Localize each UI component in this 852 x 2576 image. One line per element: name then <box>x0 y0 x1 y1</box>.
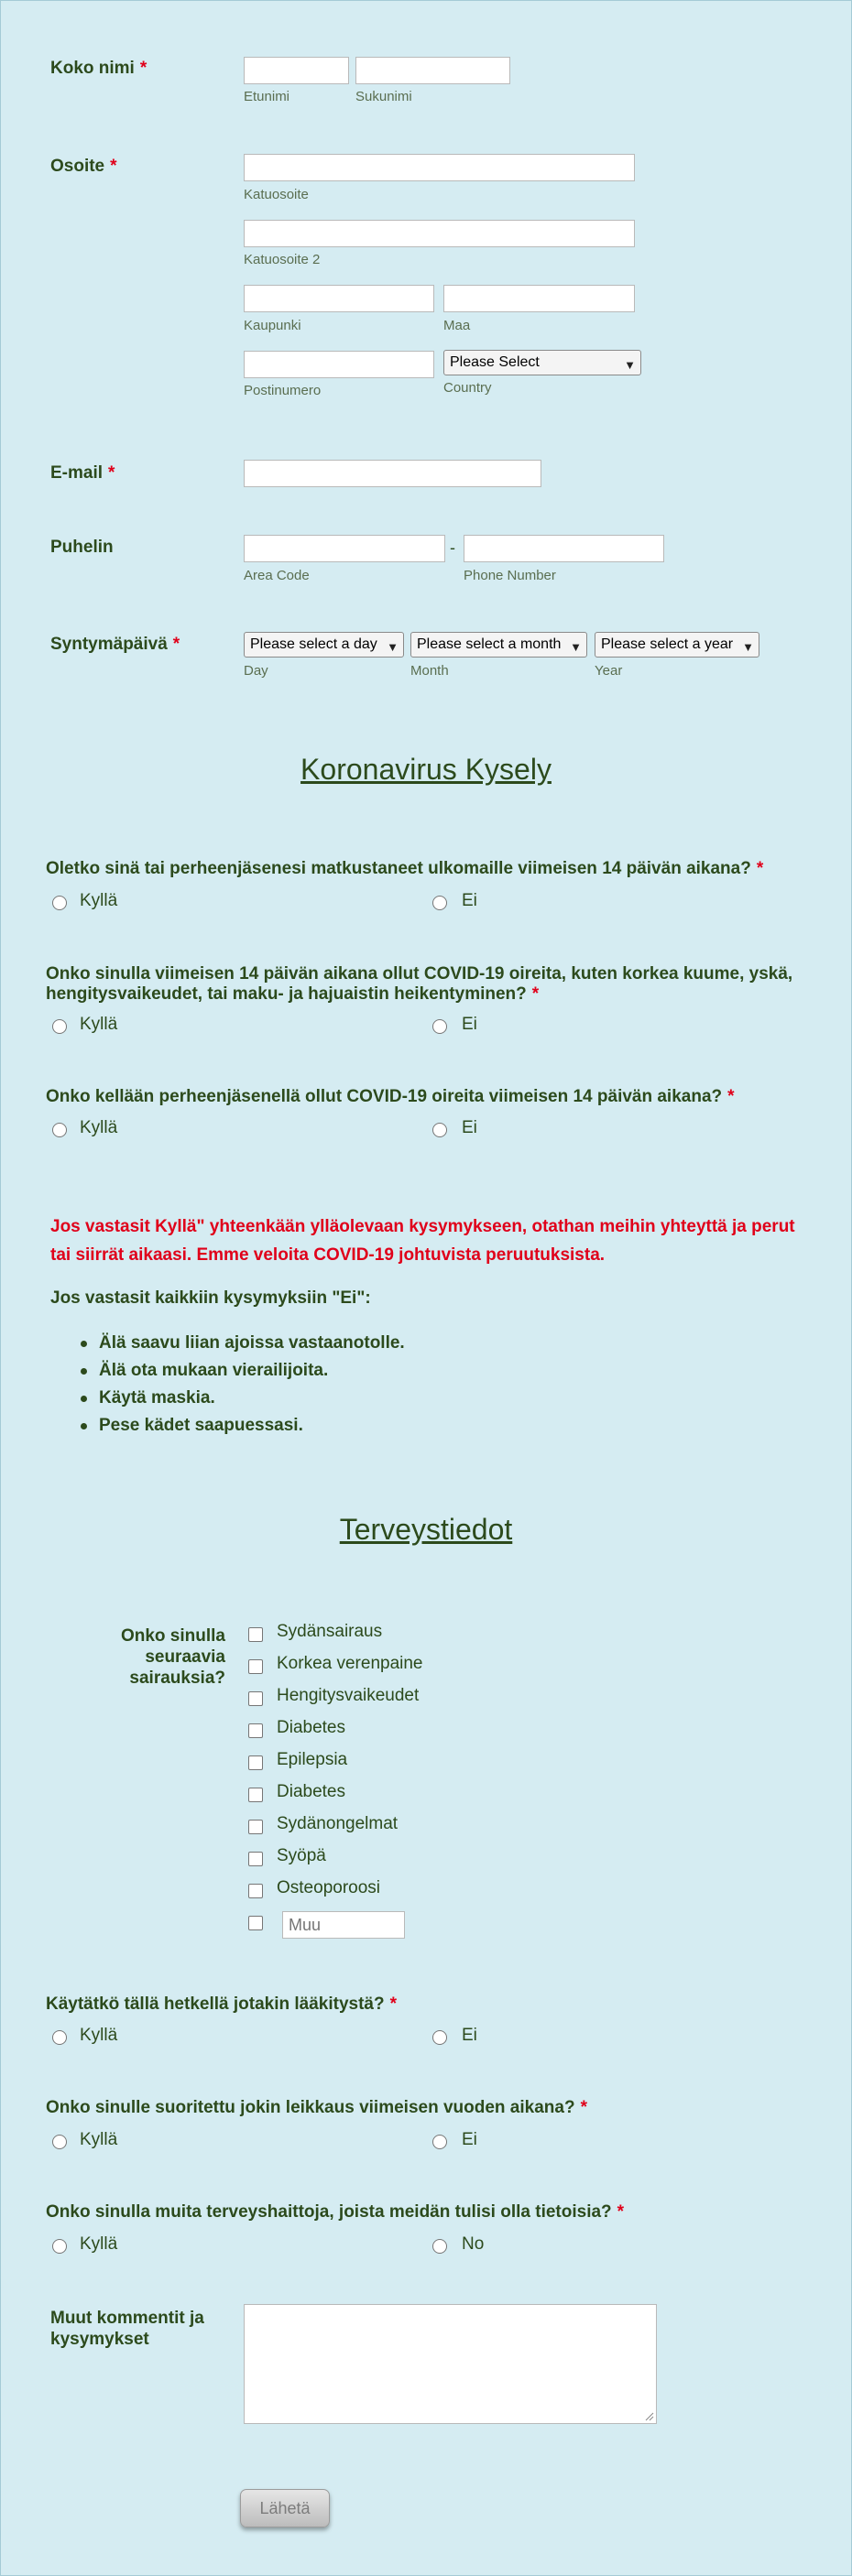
condition-checkbox[interactable] <box>248 1755 263 1770</box>
travel-yes-label: Kyllä <box>80 891 118 910</box>
email-label: E-mail * <box>50 463 115 483</box>
phone-dash: - <box>450 538 455 557</box>
phone-label: Puhelin <box>50 538 114 557</box>
area-code-sublabel: Area Code <box>244 568 310 583</box>
condition-label: Diabetes <box>277 1718 345 1737</box>
birth-year-select[interactable]: Please select a year ▼ <box>595 632 759 658</box>
resize-handle-icon[interactable] <box>645 2412 654 2421</box>
bullet-dot <box>81 1396 87 1402</box>
address-label: Osoite * <box>50 157 117 176</box>
condition-label: Sydänsairaus <box>277 1622 383 1641</box>
comments-textarea[interactable] <box>244 2304 657 2424</box>
birth-month-select[interactable]: Please select a month ▼ <box>410 632 587 658</box>
health-heading: Terveystiedot <box>339 1513 513 1546</box>
last-name-sublabel: Sukunimi <box>355 89 412 104</box>
city-input[interactable] <box>244 285 434 312</box>
symptoms-yes-label: Kyllä <box>80 1015 118 1034</box>
birth-day-select[interactable]: Please select a day ▼ <box>244 632 404 658</box>
condition-label: Osteoporoosi <box>277 1878 381 1897</box>
question-travel: Oletko sinä tai perheenjäsenesi matkustaneet ulkomaille viimeisen 14 päivän aikana? * <box>46 859 764 878</box>
travel-no-label: Ei <box>462 891 477 910</box>
medication-no-label: Ei <box>462 2026 477 2045</box>
postal-code-input[interactable] <box>244 351 434 378</box>
medication-no-radio[interactable] <box>432 2030 447 2045</box>
other-health-no-radio[interactable] <box>432 2239 447 2254</box>
medication-yes-label: Kyllä <box>80 2026 118 2045</box>
surgery-no-label: Ei <box>462 2130 477 2149</box>
condition-checkbox[interactable] <box>248 1627 263 1642</box>
covid-warning-text: Jos vastasit Kyllä" yhteenkään ylläolevaan kysymykseen, otathan meihin yhteyttä ja perut tai siirrät aikaasi. Emme veloita COVID-19 johtuvista peruutuksista. <box>50 1217 795 1265</box>
last-name-input[interactable] <box>355 57 510 84</box>
family-yes-label: Kyllä <box>80 1118 118 1137</box>
country-select[interactable]: Please Select ▼ <box>443 350 641 375</box>
birth-year-sublabel: Year <box>595 663 623 679</box>
family-no-label: Ei <box>462 1118 477 1137</box>
question-other-health: Onko sinulla muita terveyshaittoja, joista meidän tulisi olla tietoisia? * <box>46 2202 625 2222</box>
condition-label: Hengitysvaikeudet <box>277 1686 420 1705</box>
chevron-down-icon: ▼ <box>624 358 636 372</box>
comments-label: Muut kommentit ja kysymykset <box>50 2309 204 2349</box>
birthday-label: Syntymäpäivä * <box>50 635 180 654</box>
postal-code-sublabel: Postinumero <box>244 383 322 398</box>
condition-label: Diabetes <box>277 1782 345 1801</box>
survey-heading: Koronavirus Kysely <box>300 753 552 786</box>
state-input[interactable] <box>443 285 635 312</box>
phone-number-input[interactable] <box>464 535 664 562</box>
chevron-down-icon: ▼ <box>387 640 399 654</box>
condition-checkbox[interactable] <box>248 1788 263 1802</box>
condition-checkbox[interactable] <box>248 1852 263 1866</box>
bullet-dot <box>81 1423 87 1429</box>
condition-checkbox[interactable] <box>248 1691 263 1706</box>
email-input[interactable] <box>244 460 541 487</box>
family-no-radio[interactable] <box>432 1123 447 1137</box>
phone-number-sublabel: Phone Number <box>464 568 556 583</box>
condition-label: Epilepsia <box>277 1750 348 1769</box>
no-answers-intro: Jos vastasit kaikkiin kysymyksiin "Ei": <box>50 1288 371 1308</box>
area-code-input[interactable] <box>244 535 445 562</box>
street-address-input[interactable] <box>244 154 635 181</box>
street-address-sublabel: Katuosoite <box>244 187 309 202</box>
submit-button[interactable]: Lähetä <box>240 2489 330 2527</box>
condition-checkbox[interactable] <box>248 1884 263 1898</box>
symptoms-yes-radio[interactable] <box>52 1019 67 1034</box>
first-name-sublabel: Etunimi <box>244 89 290 104</box>
surgery-yes-radio[interactable] <box>52 2135 67 2149</box>
condition-checkbox[interactable] <box>248 1820 263 1834</box>
bullet-dot <box>81 1368 87 1375</box>
other-health-no-label: No <box>462 2234 485 2254</box>
surgery-no-radio[interactable] <box>432 2135 447 2149</box>
city-sublabel: Kaupunki <box>244 318 301 333</box>
symptoms-no-label: Ei <box>462 1015 477 1034</box>
birth-month-sublabel: Month <box>410 663 449 679</box>
condition-checkbox[interactable] <box>248 1723 263 1738</box>
travel-no-radio[interactable] <box>432 896 447 910</box>
other-health-yes-label: Kyllä <box>80 2234 118 2254</box>
medication-yes-radio[interactable] <box>52 2030 67 2045</box>
first-name-input[interactable] <box>244 57 349 84</box>
street-address-2-input[interactable] <box>244 220 635 247</box>
question-family-symptoms: Onko kellään perheenjäsenellä ollut COVID-19 oireita viimeisen 14 päivän aikana? * <box>46 1087 735 1106</box>
instruction-item: Älä ota mukaan vierailijoita. <box>99 1361 329 1380</box>
condition-checkbox[interactable] <box>248 1659 263 1674</box>
family-yes-radio[interactable] <box>52 1123 67 1137</box>
bullet-dot <box>81 1341 87 1347</box>
travel-yes-radio[interactable] <box>52 896 67 910</box>
chevron-down-icon: ▼ <box>742 640 754 654</box>
symptoms-no-radio[interactable] <box>432 1019 447 1034</box>
other-health-yes-radio[interactable] <box>52 2239 67 2254</box>
condition-label: Syöpä <box>277 1846 326 1865</box>
condition-label: Korkea verenpaine <box>277 1654 423 1673</box>
question-medication: Käytätkö tällä hetkellä jotakin lääkitystä? * <box>46 1994 397 2014</box>
instruction-item: Käytä maskia. <box>99 1388 215 1408</box>
full-name-label: Koko nimi * <box>50 59 147 78</box>
chevron-down-icon: ▼ <box>570 640 582 654</box>
conditions-label: Onko sinulla seuraavia sairauksia? <box>120 1626 225 1688</box>
condition-label: Sydänongelmat <box>277 1814 399 1833</box>
surgery-yes-label: Kyllä <box>80 2130 118 2149</box>
instruction-item: Pese kädet saapuessasi. <box>99 1416 303 1435</box>
question-surgery: Onko sinulle suoritettu jokin leikkaus viimeisen vuoden aikana? * <box>46 2098 587 2117</box>
other-condition-checkbox[interactable] <box>248 1916 263 1930</box>
street-address-2-sublabel: Katuosoite 2 <box>244 252 321 267</box>
country-sublabel: Country <box>443 380 492 396</box>
instruction-item: Älä saavu liian ajoissa vastaanotolle. <box>99 1333 405 1353</box>
birth-day-sublabel: Day <box>244 663 268 679</box>
other-condition-input[interactable] <box>282 1911 405 1939</box>
state-sublabel: Maa <box>443 318 471 333</box>
question-symptoms: Onko sinulla viimeisen 14 päivän aikana ollut COVID-19 oireita, kuten korkea kuume, yskä, hengitysvaikeudet, tai maku- ja hajuaistin heikentyminen? * <box>46 964 793 1004</box>
